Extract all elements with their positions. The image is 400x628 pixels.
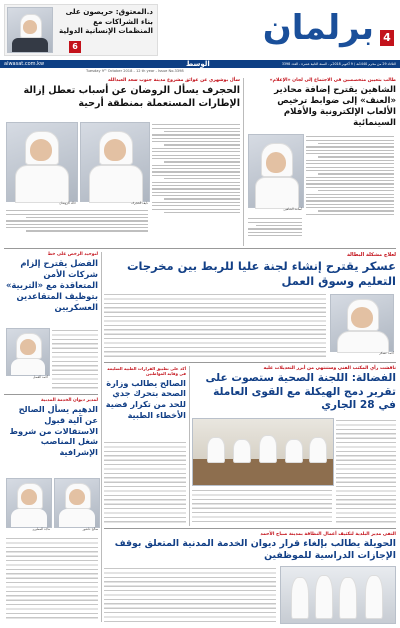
rodhan-photo-1 bbox=[80, 122, 150, 202]
brand-logo: برلمان bbox=[262, 8, 374, 48]
rodhan-body bbox=[152, 122, 240, 246]
dehani-caption-2: ماجد المطيري bbox=[32, 527, 50, 531]
fadhala-body bbox=[336, 418, 396, 524]
askar-photo bbox=[330, 294, 394, 352]
shaheen-kicker: طالب بتعيين متخصصين في الاجتماع إلى لجان «الإعلام» bbox=[269, 78, 396, 83]
story-shaheen bbox=[246, 78, 396, 246]
arabic-date: الثلاثاء 29 من محرم 1440هـ / 9 أكتوبر 2018م - السنة الثانية عشرة - العدد 3398 bbox=[281, 62, 396, 66]
saleh-headline: الصالح يطالب وزارة الصحة بتحرك جدي للحد من تكرار قضية الأخطاء الطبية bbox=[105, 377, 186, 420]
saleh-kicker: أكد على تطبيق القرارات الطبية السليمة في وقاية المواطنين bbox=[107, 366, 186, 377]
shaheen-photo bbox=[248, 134, 304, 208]
page-number-box bbox=[380, 30, 394, 46]
rodhan-caption-2: خالد الروضان bbox=[59, 201, 76, 205]
masthead bbox=[0, 0, 400, 60]
story-fadhala bbox=[192, 366, 396, 526]
story-dehani bbox=[4, 398, 98, 622]
saleh-body bbox=[104, 440, 186, 524]
website-link[interactable]: alwasat.com.kw bbox=[4, 61, 45, 67]
huwaila-headline: الحويلة يطالب بإلغاء قرار ديوان الخدمة المدنية المتعلق بوقف الإجازات الدراسية للموظفين bbox=[114, 538, 396, 561]
shaheen-body bbox=[306, 134, 394, 244]
english-date: Tuesday 9ᵗʰ October 2018 - 12 th year - Issue No.3398 bbox=[86, 69, 184, 73]
fadhala-kicker: ناقشت رأي المكتب الفني وستنتهي من أبرز التعديلات عليه bbox=[263, 366, 396, 371]
rodhan-photo-2 bbox=[6, 122, 78, 202]
fadhala-photo bbox=[192, 418, 334, 486]
story-rodhan bbox=[4, 78, 240, 246]
story-askar bbox=[104, 252, 396, 360]
fadhala-headline: الفضالة: اللجنة الصحية ستصوت على تقرير دمج الهيكلة مع القوى العاملة في 28 الجاري bbox=[205, 372, 396, 412]
story-saleh bbox=[104, 366, 186, 526]
story-huwaila bbox=[104, 532, 396, 624]
huwaila-photo bbox=[280, 566, 396, 624]
dehani-caption-1: صالح عاشور bbox=[82, 527, 98, 531]
fadhel-caption: أحمد الفضل bbox=[32, 375, 48, 379]
teaser-box[interactable] bbox=[4, 4, 158, 56]
shaheen-headline: الشاهين يقترح إضافة محاذير «العنف» إلى ضوابط ترخيص الألعاب الإلكترونية والأفلام السينمائية bbox=[274, 85, 396, 128]
teaser-photo bbox=[7, 7, 53, 53]
fadhel-photo bbox=[6, 328, 50, 376]
dehani-body bbox=[6, 536, 98, 620]
shaheen-body-2 bbox=[248, 216, 302, 244]
dehani-kicker: لمدير ديوان الخدمة المدنية bbox=[41, 398, 98, 403]
huwaila-kicker: التقى مدير البلدية لتكثيف أعمال النظافة بمدينة صباح الأحمد bbox=[260, 532, 396, 537]
newspaper-name: الوسط bbox=[186, 60, 210, 68]
rodhan-body-2 bbox=[6, 208, 148, 244]
askar-caption: أحمد عسكر bbox=[379, 351, 394, 355]
rodhan-kicker: سأل بوشهري عن عوائق مشروع مدينة جنوب سعد العبدالله bbox=[107, 78, 240, 83]
dehani-photo-1 bbox=[6, 478, 52, 528]
fadhel-kicker: لتوحيد الرخص على خط bbox=[47, 252, 98, 257]
askar-kicker: لعلاج مشكلة البطالة bbox=[346, 252, 396, 258]
page-number: 4 bbox=[383, 31, 391, 44]
fadhel-headline: الفضل يقترح إلزام شركات الأمن المتعاقدة مع «التربية» بتوظيف المتقاعدين العسكريين bbox=[5, 258, 98, 312]
fadhala-body-2 bbox=[192, 488, 332, 524]
rodhan-caption-1: نايف الحجرف bbox=[130, 201, 148, 205]
dehani-headline: الدهيم يسأل الصالح عن آلية قبول الاستقالات من شروط شغل المناصب الإشرافية bbox=[9, 404, 98, 458]
fadhel-body bbox=[52, 328, 98, 390]
huwaila-body bbox=[104, 566, 276, 622]
rodhan-headline: الحجرف يسأل الروضان عن أسباب تعطل إزالة الإطارات المستعملة بمنطقة أرحية bbox=[23, 85, 240, 109]
dateline-bar bbox=[0, 60, 400, 68]
teaser-title: د.المعتوق: حريصون على بناء الشراكات مع المنظمات الإنسانية الدولية bbox=[59, 7, 153, 35]
teaser-page: 6 bbox=[69, 41, 81, 53]
shaheen-caption: أسامة الشاهين bbox=[283, 207, 302, 211]
dehani-photo-2 bbox=[54, 478, 100, 528]
askar-body bbox=[104, 292, 326, 358]
story-fadhel bbox=[4, 252, 98, 392]
askar-headline: عسكر يقترح إنشاء لجنة عليا للربط بين مخرجات التعليم وسوق العمل bbox=[126, 259, 396, 288]
